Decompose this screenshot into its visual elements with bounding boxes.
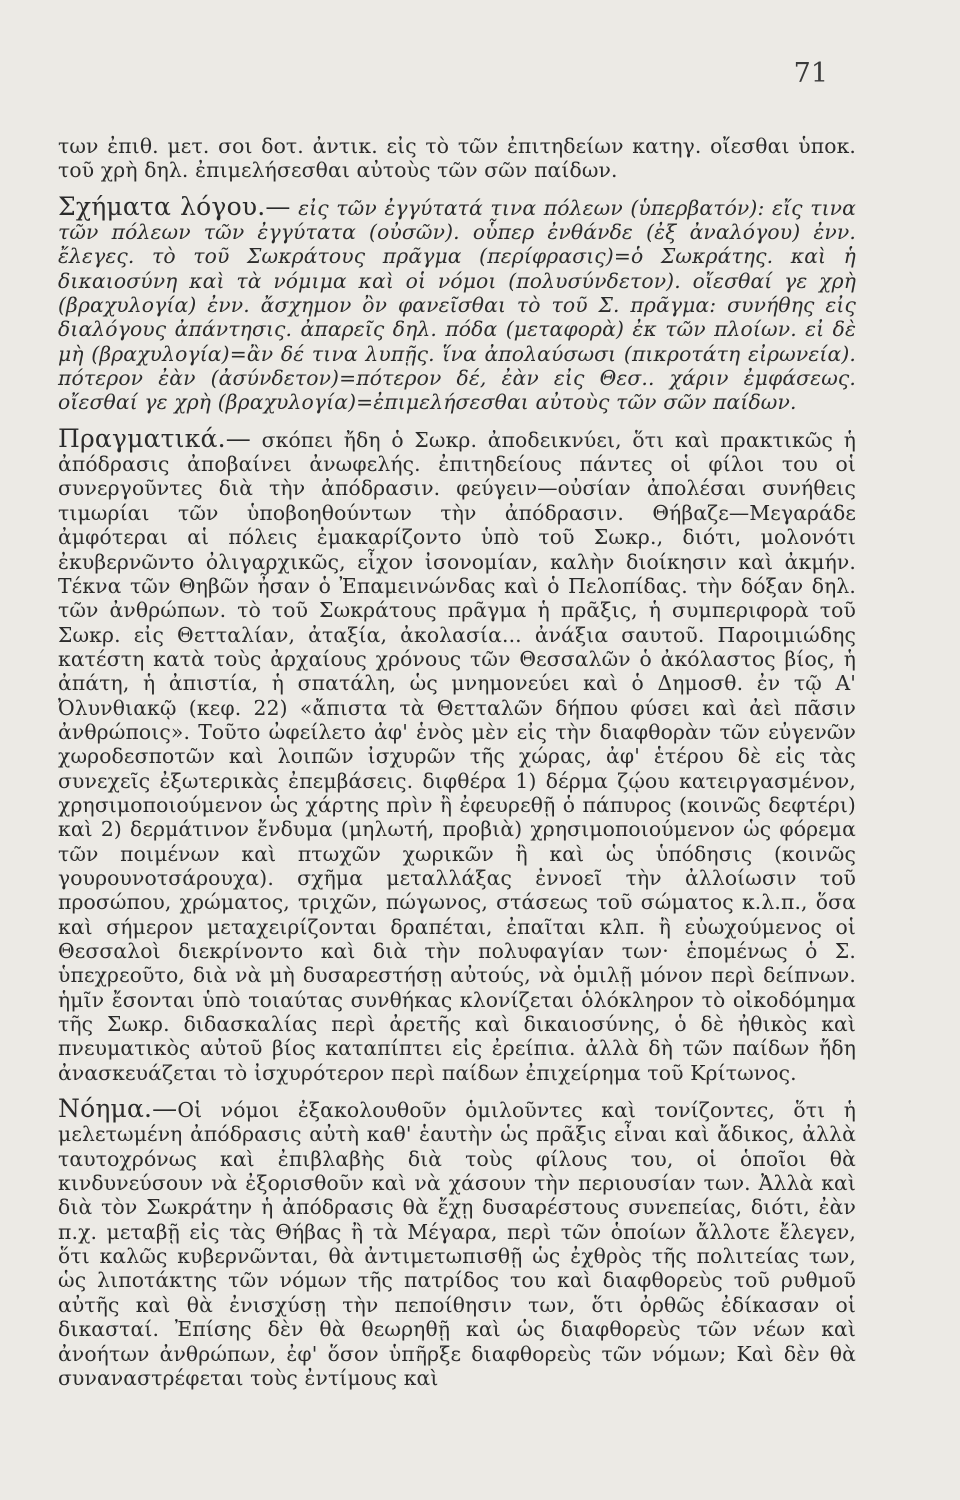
page-number: 71: [793, 58, 828, 89]
pragmatika-heading: Πραγματικά.—: [58, 423, 251, 453]
page-content: [58, 134, 856, 1390]
noima-section: [58, 1094, 856, 1390]
spacer: [58, 1085, 856, 1097]
intro-text: των ἐπιθ. μετ. σοι δοτ. ἀντικ. εἰς τὸ τῶν ἐπιτηδείων κατηγ. οἴεσθαι ὑποκ. τοῦ χρὴ δηλ. ἐπιμελήσεσθαι αὐτοὺς τῶν σῶν παίδων.: [58, 134, 856, 183]
noima-text: Οἱ νόμοι ἐξακολουθοῦν ὁμιλοῦντες καὶ τονίζοντες, ὅτι ἡ μελετωμένη ἀπόδρασις αὐτὴ καθ' ἑαυτὴν ὡς πρᾶξις εἶναι καὶ ἄδικος, ἀλλὰ ταυτοχρόνως καὶ ἐπιβλαβὴς διὰ τοὺς φίλους του, οἱ ὁποῖοι θὰ κινδυνεύσουν νὰ ἐξορισθοῦν καὶ νὰ χάσουν τὴν περιουσίαν των. Ἀλλὰ καὶ διὰ τὸν Σωκράτην ἡ ἀπόδρασις θὰ ἔχῃ δυσαρέστους συνεπείας, διότι, ἐὰν π.χ. μεταβῇ εἰς τὰς Θήβας ἢ τὰ Μέγαρα, περὶ τῶν ὁποίων ἄλλοτε ἔλεγεν, ὅτι καλῶς κυβερνῶνται, θὰ ἀντιμετωπισθῇ ὡς ἐχθρὸς τῆς πολιτείας των, ὡς λιποτάκτης τῶν νόμων τῆς πατρίδος του καὶ διαφθορεὺς τοῦ ρυθμοῦ αὐτῆς καὶ θὰ ἐνισχύσῃ τὴν πεποίθησιν των, ὅτι ὀρθῶς ἐδίκασαν οἱ δικασταί. Ἐπίσης δὲν θὰ θεωρηθῇ καὶ ὡς διαφθορεὺς τῶν νέων καὶ ἀνοήτων ἀνθρώπων, ἐφ' ὅσον ὑπῆρξε διαφθορεὺς τῶν νόμων; Καὶ δὲν θὰ συναναστρέφεται τοὺς ἐντίμους καὶ: [58, 1098, 856, 1390]
schemata-heading: Σχήματα λόγου.—: [58, 191, 291, 221]
pragmatika-text: σκόπει ἤδη ὁ Σωκρ. ἀποδεικνύει, ὅτι καὶ πρακτικῶς ἡ ἀπόδρασις ἀποβαίνει ἀνωφελής. ἐπιτηδείους πάντες οἱ φίλοι του οἱ συνεργοῦντες διὰ τὴν ἀπόδρασιν. φεύγειν—οὐσίαν ἀπολέσαι συνήθεις τιμωρίαι τῶν ὑποβοηθούντων τὴν ἀπόδρασιν. Θήβαζε—Μεγαράδε ἀμφότεραι αἱ πόλεις ἐμακαρίζοντο ὑπὸ τοῦ Σωκρ., διότι, μολονότι ἐκυβερνῶντο ὀλιγαρχικῶς, εἶχον ἰσονομίαν, καλὴν διοίκησιν καὶ ἀκμήν. Τέκνα τῶν Θηβῶν ἦσαν ὁ Ἐπαμεινώνδας καὶ ὁ Πελοπίδας. τὴν δόξαν δηλ. τῶν ἀνθρώπων. τὸ τοῦ Σωκράτους πρᾶγμα ἡ πρᾶξις, ἡ συμπεριφορὰ τοῦ Σωκρ. εἰς Θετταλίαν, ἀταξία, ἀκολασία... ἀνάξια σαυτοῦ. Παροιμιώδης κατέστη κατὰ τοὺς ἀρχαίους χρόνους τῶν Θεσσαλῶν ὁ ἀκόλαστος βίος, ἡ ἀπάτη, ἡ ἀπιστία, ἡ σπατάλη, ὡς μνημονεύει καὶ ὁ Δημοσθ. ἐν τῷ Α' Ὀλυνθιακῷ (κεφ. 22) «ἄπιστα τὰ Θετταλῶν δήπου φύσει καὶ ἀεὶ πᾶσιν ἀνθρώποις». Τοῦτο ὠφείλετο ἀφ' ἑνὸς μὲν εἰς τὴν διαφθορὰν τῶν εὐγενῶν χωροδεσποτῶν καὶ λοιπῶν ἰσχυρῶν τῆς χώρας, ἀφ' ἑτέρου δὲ εἰς τὰς συνεχεῖς ἐξωτερικὰς ἐπεμβάσεις. διφθέρα 1) δέρμα ζῴου κατειργασμένον, χρησιμοποιούμενον ὡς χάρτης πρὶν ἢ ἐφευρεθῇ ὁ πάπυρος (κοινῶς δεφτέρι) καὶ 2) δερμάτινον ἔνδυμα (μηλωτή, προβιὰ) χρησιμοποιούμενον ὡς φόρεμα τῶν ποιμένων καὶ πτωχῶν χωρικῶν ἢ καὶ ὡς ὑπόδησις (κοινῶς γουρουνοτσάρουχα). σχῆμα μεταλλάξας ἐννοεῖ τὴν ἀλλοίωσιν τοῦ προσώπου, χρώματος, τριχῶν, πώγωνος, στάσεως τοῦ σώματος κ.λ.π., ὅσα καὶ σήμερον μεταχειρίζονται δραπέται, ἐπαῖται κλπ. ἢ εὐωχούμενος οἱ Θεσσαλοὶ διεκρίνοντο καὶ διὰ τὴν πολυφαγίαν των· ἑπομένως ὁ Σ. ὑπεχρεοῦτο, διὰ νὰ μὴ δυσαρεστήσῃ αὐτούς, νὰ ὁμιλῇ μόνον περὶ δείπνων. ἡμῖν ἔσονται ὑπὸ τοιαύτας συνθήκας κλονίζεται ὁλόκληρον τὸ οἰκοδόμημα τῆς Σωκρ. διδασκαλίας περὶ ἀρετῆς καὶ δικαιοσύνης, ὁ δὲ ἠθικὸς καὶ πνευματικὸς αὐτοῦ βίος καταπίπτει εἰς ἐρείπια. ἀλλὰ δὴ τῶν παίδων ἤδη ἀνασκευάζεται τὸ ἰσχυρότερον περὶ παίδων ἐπιχείρημα τοῦ Κρίτωνος.: [58, 427, 856, 1085]
pragmatika-section: [58, 423, 856, 1085]
noima-heading: Νόημα.—: [58, 1094, 178, 1124]
schemata-text: εἰς τῶν ἐγγύτατά τινα πόλεων (ὑπερβατόν): εἴς τινα τῶν πόλεων τῶν ἐγγύτατα (οὐσῶν). οὗπερ ἐνθάνδε (ἐξ ἀναλόγου) ἐνν. ἔλεγες. τὸ τοῦ Σωκράτους πρᾶγμα (περίφρασις)=ὁ Σωκράτης. καὶ ἡ δικαιοσύνη καὶ τὰ νόμιμα καὶ οἱ νόμοι (πολυσύνδετον). οἴεσθαί γε χρὴ (βραχυλογία) ἐνν. ἄσχημον ὂν φανεῖσθαι τὸ τοῦ Σ. πρᾶγμα: συνήθης εἰς διαλόγους ἀπάντησις. ἀπαρεῖς δηλ. πόδα (μεταφορὰ) ἐκ τῶν πλοίων. εἰ δὲ μὴ (βραχυλογία)=ἂν δέ τινα λυπῇς. ἵνα ἀπολαύσωσι (πικροτάτη εἰρωνεία). πότερον ἐὰν (ἀσύνδετον)=πότερον δέ, ἐὰν εἰς Θεσ.. χάριν ἐμφάσεως. οἴεσθαί γε χρὴ (βραχυλογία)=ἐπιμελήσεσθαι αὐτοὺς τῶν σῶν παίδων.: [58, 195, 856, 415]
schemata-section: [58, 191, 856, 415]
intro-paragraph: [58, 134, 856, 183]
